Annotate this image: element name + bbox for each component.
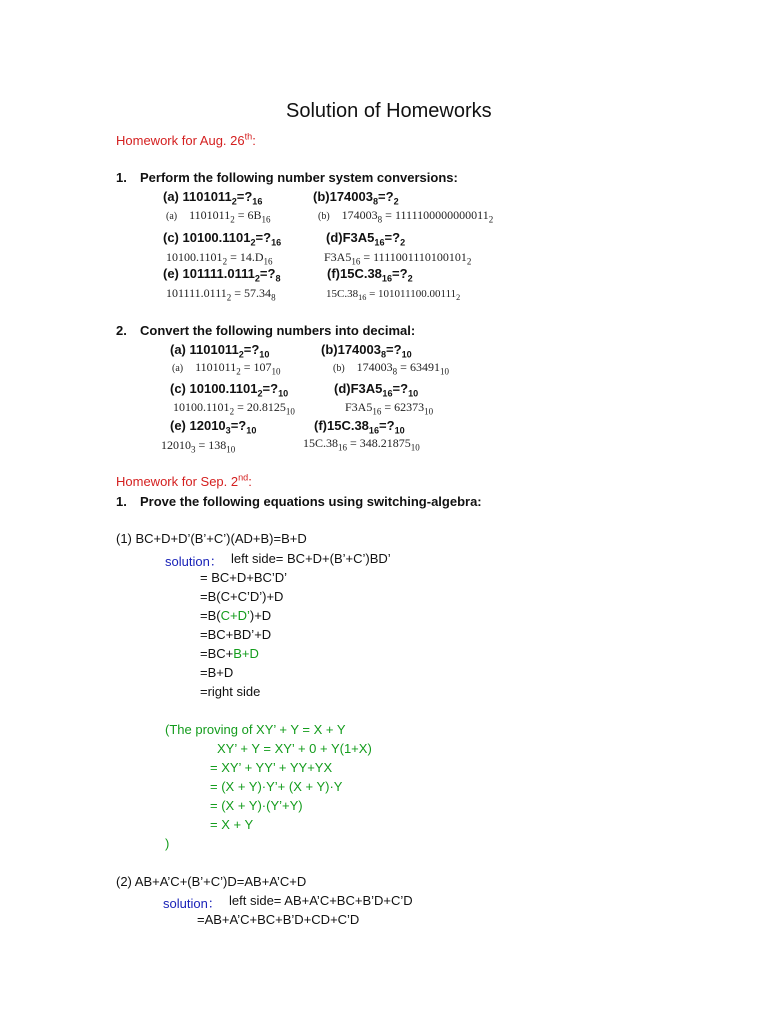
heading-colon: :: [252, 133, 256, 148]
q2-answer-f: $15C.38_{16} = 348.21875_{10}$: [303, 436, 420, 453]
question-2-text: Convert the following numbers into decimal:: [140, 323, 416, 338]
p1-line-7: =B+D: [200, 665, 234, 680]
p1-line-6: =BC+B+D: [200, 646, 259, 661]
proof-close-paren: ): [165, 836, 170, 851]
heading-text: Homework for Sep. 2: [116, 474, 239, 489]
hw2-question-number: 1.: [116, 494, 127, 509]
q1-answer-b: (b) $174003_8 = 1111100000000011_2$: [318, 208, 494, 225]
question-2-number: 2.: [116, 323, 127, 338]
proof-line-2: XY’ + Y = XY’ + 0 + Y(1+X): [217, 741, 372, 756]
p1-line-5: =BC+BD’+D: [200, 627, 272, 642]
q2-b: $(b)174003_8=?_{10}$: [321, 342, 412, 360]
q1-answer-e: $101111.0111_2 = 57.34_8$: [166, 286, 276, 303]
q1-answer-f: $15C.38_{16} = 101011100.00111_2$: [326, 288, 461, 303]
proof-line-1: (The proving of XY’ + Y = X + Y: [165, 722, 346, 737]
q2-f: $(f)15C.38_{16}=?_{10}$: [314, 418, 405, 436]
heading-colon: :: [248, 474, 252, 489]
proof-line-4: = (X + Y)·Y’+ (X + Y)·Y: [210, 779, 343, 794]
q2-answer-b: (b) $174003_8 = 63491_{10}$: [333, 360, 449, 377]
q1-answer-d: $F3A5_{16} = 1111001110100101_2$: [324, 250, 472, 267]
page-title: Solution of Homeworks: [286, 100, 492, 122]
solution-label: solution：: [163, 896, 221, 911]
q2-e: (e) $12010_3=?_{10}$: [170, 418, 257, 436]
proof-line-3: = XY’ + YY’ + YY+YX: [210, 760, 333, 775]
p1-line-4: =B(C+D’)+D: [200, 608, 272, 623]
homework-heading-aug: [116, 133, 256, 148]
problem-1-label: (1) BC+D+D’(B’+C’)(AD+B)=B+D: [116, 531, 307, 546]
p1-line-3: =B(C+C’D’)+D: [200, 589, 284, 604]
q1-c: (c) $10100.1101_2=?_{16}$: [163, 230, 282, 248]
p1-line-1: left side= BC+D+(B’+C’)BD’: [231, 551, 391, 566]
hw2-question-text: Prove the following equations using switching-algebra:: [140, 494, 482, 509]
q2-answer-a: (a) $1101011_2 = 107_{10}$: [172, 360, 281, 377]
q1-a: (a) $1101011_2=?_{16}$: [163, 189, 263, 207]
q1-f: $(f)15C.38_{16}=?_2$: [327, 266, 413, 284]
problem-2-label: (2) AB+A’C+(B’+C’)D=AB+A’C+D: [116, 874, 307, 889]
q2-a: (a) $1101011_2=?_{10}$: [170, 342, 270, 360]
proof-line-5: = (X + Y)·(Y’+Y): [210, 798, 303, 813]
q1-answer-a: (a) $1101011_2 = 6B_{16}$: [166, 208, 271, 225]
p2-line-1: left side= AB+A’C+BC+B’D+C’D: [229, 893, 413, 908]
p2-line-2: =AB+A’C+BC+B’D+CD+C’D: [197, 912, 360, 927]
q2-answer-d: $F3A5_{16} = 62373_{10}$: [345, 400, 434, 417]
q1-d: $(d)F3A5_{16}=?_2$: [326, 230, 406, 248]
q2-answer-e: $12010_3 = 138_{10}$: [161, 438, 236, 455]
q1-answer-c: $10100.1101_2 = 14.D_{16}$: [166, 250, 273, 267]
q2-answer-c: $10100.1101_2 = 20.8125_{10}$: [173, 400, 295, 417]
proof-line-6: = X + Y: [210, 817, 254, 832]
solution-label: solution：: [165, 554, 223, 569]
p1-line-2: = BC+D+BC’D’: [200, 570, 288, 585]
question-1-number: 1.: [116, 170, 127, 185]
heading-sup: nd: [238, 472, 249, 483]
homework-heading-sep: [116, 474, 252, 489]
q1-e: (e) $101111.0111_2=?_8$: [163, 266, 281, 284]
heading-text: Homework for Aug. 26: [116, 133, 245, 148]
heading-sup: th: [244, 131, 253, 142]
q1-b: $(b)174003_8=?_2$: [313, 189, 399, 207]
p1-line-8: =right side: [200, 684, 261, 699]
q2-c: (c) $10100.1101_2=?_{10}$: [170, 381, 289, 399]
q2-d: $(d)F3A5_{16}=?_{10}$: [334, 381, 419, 399]
question-1-text: Perform the following number system conversions:: [140, 170, 458, 185]
